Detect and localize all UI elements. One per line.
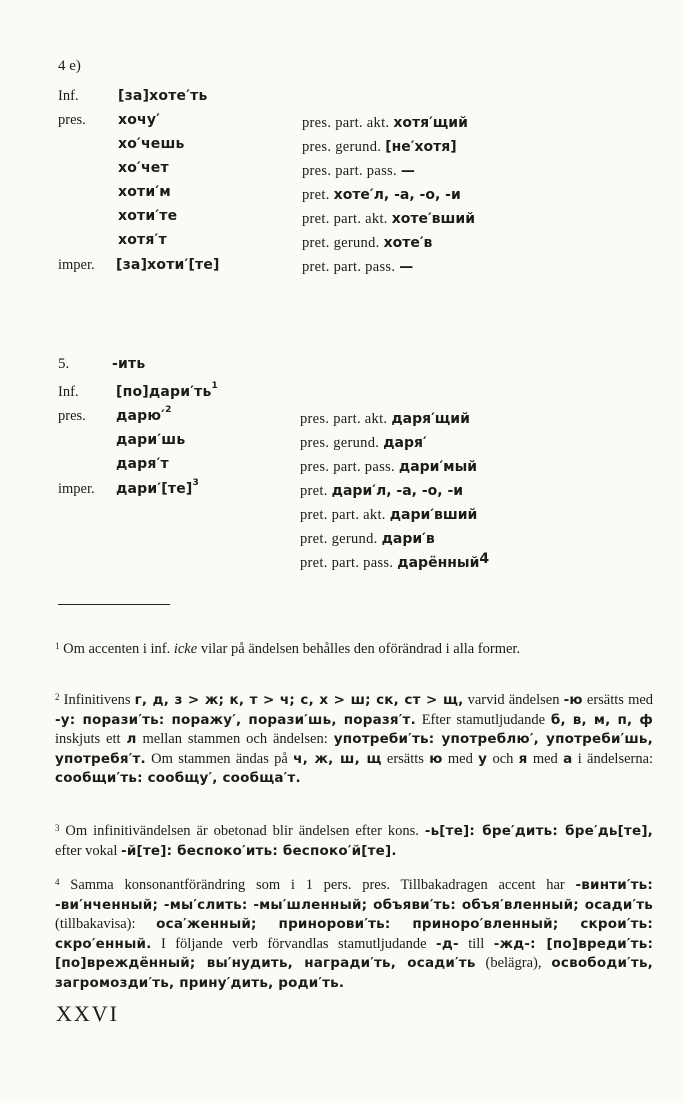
section5-participle-row: pret. part. pass. дарённый$^4$: [300, 551, 490, 571]
section4-participle-row: pret. part. akt. хоте′вший: [302, 211, 476, 227]
section4-inf-form: [за]хоте′ть: [118, 88, 208, 104]
section5-imper-form: дари′[те]$^3$: [116, 478, 199, 497]
section4-pres-form: хотя′т: [118, 232, 167, 248]
footnote-divider: [58, 604, 170, 605]
section5-number: 5.: [58, 356, 70, 372]
section5-pres-form: дари′шь: [116, 432, 186, 448]
footnote-3: $^3$ Om infinitivändelsen är obetonad blir ändelsen efter kons. -ь[те]: бре′дить: бре′дь[те], efter vokal -й[те]: беспоко′ить: беспоко′й[те].: [55, 823, 654, 859]
section4-inf-label: Inf.: [58, 88, 79, 104]
section4-pres-form: хочу′: [118, 112, 161, 128]
section5-inf-form: $[по]дари'ть^1$: [116, 381, 218, 400]
section5-pres-form: даря′т: [116, 456, 169, 472]
section4-imper-form: [за]хоти′[те]: [116, 257, 220, 273]
footnote-2: $^2$ Infinitivens г, д, з > ж; к, т > ч; с, х > ш; ск, ст > щ, varvid ändelsen -ю ersätts med -у: порази′ть: поражу′, порази′шь, поразя′т. Efter stamutljudande б, в, м, п, ф inskjuts ett л mellan stammen och ändelsen: употреби′ть: употреблю′, употреби′шь, употребя′т. Om stammen ändas på ч, ж, ш, щ ersätts ю med у och я med а i ändelserna: сообщи′ть: сообщу′, сообща′т.: [55, 692, 654, 786]
section5-imper-label: imper.: [58, 481, 95, 497]
section4-pres-form: хоти′м: [118, 184, 171, 200]
section4-participle-row: pret. gerund. хоте′в: [302, 235, 433, 251]
section4-participle-row: pres. part. pass. —: [302, 163, 415, 179]
section4-participle-row: pret. part. pass. —: [302, 259, 414, 275]
section4-pres-form: хоти′те: [118, 208, 178, 224]
section5-ending: -ить: [112, 356, 146, 372]
page-number: XXVI: [56, 1001, 119, 1026]
section4-pres-form: хо′чет: [118, 160, 169, 176]
section4-pres-form: хо′чешь: [118, 136, 185, 152]
section5-participle-row: pres. gerund. даря′: [300, 435, 427, 451]
section4-heading: 4 e): [58, 58, 81, 74]
section5-participle-row: pres. part. akt. даря′щий: [300, 411, 470, 427]
section5-inf-label: Inf.: [58, 384, 79, 400]
section4-participle-row: pres. gerund. [не′хотя]: [302, 139, 457, 155]
section4-participle-row: pret. хоте′л, -а, -о, -и: [302, 187, 461, 203]
section4-pres-label: pres.: [58, 112, 86, 128]
footnote-4: $^4$ Samma konsonantförändring som i 1 pers. pres. Tillbakadragen accent har -винти′ть: -ви′нченный; -мы′слить: -мы′шленный; объяви′ть: объя′вленный; осади′ть (tillbakavisa): оса′женный; принорови′ть: приноро′вленный; скрои′ть: скро′енный. I följande verb förvandlas stamutljudande -д- till -жд-: [по]вреди′ть: [по]вреждённый; вы′нудить, награди′ть, осади′ть (belägra), освободи′ть, загромозди′ть, прину′дить, роди′ть.: [55, 877, 654, 991]
section5-participle-row: pret. дари′л, -а, -о, -и: [300, 483, 464, 499]
section4-participle-row: pres. part. akt. хотя′щий: [302, 115, 468, 131]
section5-pres-label: pres.: [58, 408, 86, 424]
section5-participle-row: pret. gerund. дари′в: [300, 531, 435, 547]
section5-participle-row: pret. part. akt. дари′вший: [300, 507, 478, 523]
footnote-1: $^1$ Om accenten i inf. icke vilar på ändelsen behålles den oförändrad i alla former.: [55, 641, 521, 657]
section5-participle-row: pres. part. pass. дари′мый: [300, 459, 478, 475]
section4-imper-label: imper.: [58, 257, 95, 273]
section5-pres-form: $дарю'^2$: [116, 405, 172, 424]
